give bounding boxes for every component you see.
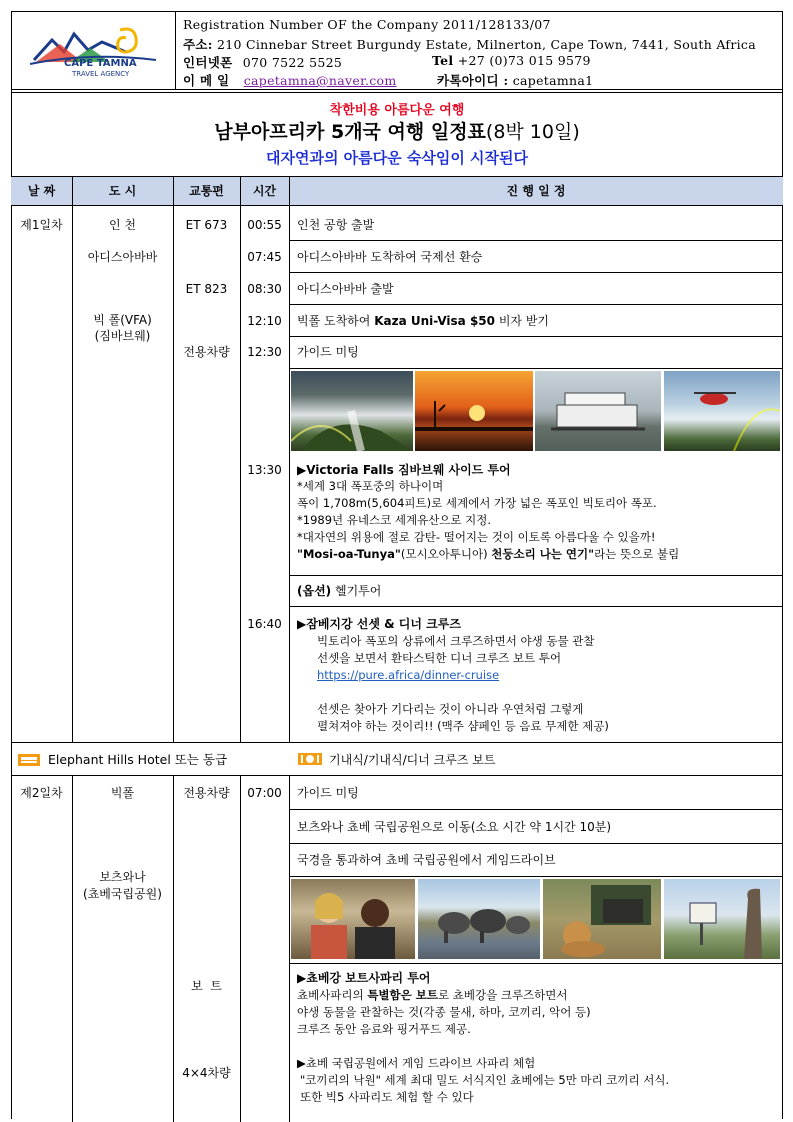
- day1-time-3: 08:30: [247, 282, 282, 296]
- elephants-photo: [418, 879, 540, 959]
- day2-city-chobe: (쵸베국립공원): [83, 887, 162, 901]
- day1-time-1: 00:55: [247, 218, 282, 232]
- sunset-river-photo: [415, 371, 533, 451]
- day2-city-vicfalls: 빅폴: [110, 786, 135, 800]
- game-line-1: "코끼리의 낙원" 세계 최대 밀도 서식지인 쵸베에는 5만 마리 코끼리 서식.: [300, 1073, 670, 1087]
- day1-time-5: 12:30: [247, 345, 282, 359]
- header-city: 도 시: [108, 184, 137, 198]
- cruise-boat-photo: [535, 371, 661, 451]
- cruise-link[interactable]: https://pure.africa/dinner-cruise: [317, 668, 500, 682]
- day1-schedule-4: [297, 313, 549, 329]
- day1-schedule-5: 가이드 미팅: [297, 345, 359, 359]
- boat-text-b: 특별함은 보트: [367, 988, 438, 1002]
- schedule-4-text-a: 빅폴 도착하여: [297, 314, 375, 328]
- page-title: [11, 117, 783, 144]
- kakao-label: 카톡아이디 :: [437, 73, 509, 88]
- option-label: (옵션): [297, 584, 332, 598]
- victoria-line-2: 폭이 1,708m(5,604피트)로 세계에서 가장 넓은 폭포인 빅토리아 폭포.: [297, 496, 657, 510]
- boat-text-a: 쵸베사파리의: [297, 988, 368, 1002]
- victoria-line-3: *1989년 유네스코 세계유산으로 지정.: [297, 513, 492, 527]
- company-logo: [30, 22, 160, 84]
- phone-number: 070 7522 5525: [242, 55, 343, 70]
- day1-city-addis: 아디스아바바: [87, 250, 158, 264]
- helicopter-tour-photo: [664, 371, 780, 451]
- day1-schedule-3: 아디스아바바 출발: [297, 282, 394, 296]
- day1-city-vfa-country: (짐바브웨): [94, 329, 151, 343]
- header-time: 시간: [252, 184, 277, 198]
- registration-line: Registration Number OF the Company 2011/128133/07: [183, 17, 551, 32]
- mosi-name: "Mosi-oa-Tunya": [297, 547, 401, 561]
- schedule-4-text-c: 비자 받기: [495, 314, 550, 328]
- mosi-line: [297, 546, 679, 562]
- boat-line-3: 크루즈 동안 음료와 핑거푸드 제공.: [297, 1022, 471, 1036]
- bed-icon: [17, 752, 41, 766]
- cruise-line-2: 선셋을 보면서 환타스틱한 디너 크루즈 보트 투어: [317, 651, 562, 665]
- tel-line: [432, 53, 591, 68]
- subtitle: 대자연과의 아름다운 숙삭임이 시작된다: [266, 149, 528, 167]
- mosi-meaning: 천둥소리 나는 연기": [491, 547, 595, 561]
- mosi-reading: (모시오아투니아): [400, 547, 492, 561]
- hotel-suffix: 또는 동급: [170, 752, 228, 767]
- tagline: 착한비용 아름다운 여행: [329, 103, 465, 118]
- day2-schedule-2: 보츠와나 쵸베 국립공원으로 이동(소요 시간 약 1시간 10분): [297, 820, 611, 834]
- day2-schedule-3: 국경을 통과하여 쵸베 국립공원에서 게임드라이브: [297, 853, 556, 867]
- day2-transport-4x4: 4×4차량: [182, 1066, 231, 1080]
- cruise-line-4: 펼쳐져야 하는 것이리!! (맥주 샴페인 등 음료 무제한 제공): [317, 719, 609, 733]
- day1-flight-1: ET 673: [185, 218, 228, 232]
- title-duration: (8박 10일): [485, 121, 580, 143]
- day2-transport-boat: 보 트: [191, 979, 222, 993]
- day1-time-4: 12:10: [247, 314, 282, 328]
- day2-time-1: 07:00: [247, 786, 282, 800]
- day1-city-incheon: 인 천: [109, 218, 136, 232]
- lion-photo: [543, 879, 661, 959]
- option-text: 헬기투어: [331, 584, 382, 598]
- day1-time-7: 16:40: [247, 617, 282, 631]
- day1-flight-2: ET 823: [185, 282, 228, 296]
- header-date: 날 짜: [27, 184, 56, 198]
- victoria-falls-photo: [291, 371, 413, 451]
- email-line: [183, 71, 397, 89]
- meal-icon: [297, 751, 323, 765]
- kakao-id: capetamna1: [512, 73, 594, 88]
- title-main: 남부아프리카 5개국 여행 일정표: [214, 121, 486, 143]
- hotel-line: [48, 752, 227, 768]
- day1-schedule-2: 아디스아바바 도착하여 국제선 환승: [297, 250, 483, 264]
- header-schedule: 진 행 일 정: [506, 184, 566, 198]
- game-title: ▶쵸베 국립공원에서 게임 드라이브 사파리 체험: [297, 1056, 536, 1070]
- boat-text-c: 로 쵸베강을 크루즈하면서: [437, 988, 568, 1002]
- mosi-suffix: 라는 뜻으로 불림: [594, 547, 680, 561]
- game-line-2: 또한 빅5 사파리도 체험 할 수 있다: [300, 1090, 474, 1104]
- cruise-title: ▶잠베지강 선셋 & 디너 크루즈: [297, 617, 461, 631]
- address-text: 210 Cinnebar Street Burgundy Estate, Milnerton, Cape Town, 7441, South Africa: [216, 37, 756, 52]
- address-label: 주소:: [183, 37, 213, 52]
- email-label: 이 메 일: [183, 73, 230, 88]
- meals-text: 기내식/기내식/디너 크루즈 보트: [329, 753, 496, 767]
- helicopter-option: [297, 583, 381, 599]
- tel-label: Tel: [432, 53, 454, 68]
- day1-transport-private: 전용차량: [183, 345, 230, 359]
- day1-city-vfa: 빅 폴(VFA): [93, 313, 152, 327]
- logo-name: CAPE TAMNA: [64, 58, 137, 69]
- day2-city-botswana: 보츠와나: [99, 870, 146, 884]
- tel-number: +27 (0)73 015 9579: [457, 53, 591, 68]
- day1-schedule-1: 인천 공항 출발: [297, 218, 375, 232]
- day2-transport-private: 전용차량: [183, 786, 230, 800]
- day2-schedule-1: 가이드 미팅: [297, 786, 359, 800]
- day1-time-6: 13:30: [247, 463, 282, 477]
- kakao-line: [437, 71, 593, 89]
- boat-line-2: 야생 동물을 관찰하는 것(각종 물새, 하마, 코끼리, 악어 등): [297, 1005, 591, 1019]
- day2-label: 제2일차: [20, 786, 63, 800]
- park-sign-photo: [664, 879, 780, 959]
- kaza-visa: Kaza Uni-Visa $50: [374, 314, 496, 328]
- tourists-photo: [291, 879, 415, 959]
- day1-label: 제1일차: [20, 218, 63, 232]
- boat-title: ▶쵸베강 보트사파리 투어: [297, 971, 431, 985]
- boat-line-1: [297, 987, 568, 1003]
- phone-line: [183, 53, 342, 71]
- header-transport: 교통편: [189, 184, 224, 198]
- cruise-line-1: 빅토리아 폭포의 상류에서 크루즈하면서 야생 동물 관찰: [317, 634, 595, 648]
- victoria-line-1: *세계 3대 폭포중의 하나이며: [297, 479, 444, 493]
- day1-time-2: 07:45: [247, 250, 282, 264]
- address-line: [183, 35, 756, 53]
- phone-label: 인터넷폰: [183, 55, 233, 70]
- hotel-name: Elephant Hills Hotel: [48, 752, 171, 767]
- logo-sub: TRAVEL AGENCY: [72, 70, 130, 78]
- cruise-line-3: 선셋은 찾아가 기다리는 것이 아니라 우연처럼 그렇게: [317, 702, 584, 716]
- victoria-title: ▶Victoria Falls 짐바브웨 사이드 투어: [297, 463, 511, 477]
- victoria-line-4: *대자연의 위용에 절로 감탄- 떨어지는 것이 이토록 아름다울 수 있을까!: [297, 530, 656, 544]
- email-link[interactable]: capetamna@naver.com: [243, 73, 397, 88]
